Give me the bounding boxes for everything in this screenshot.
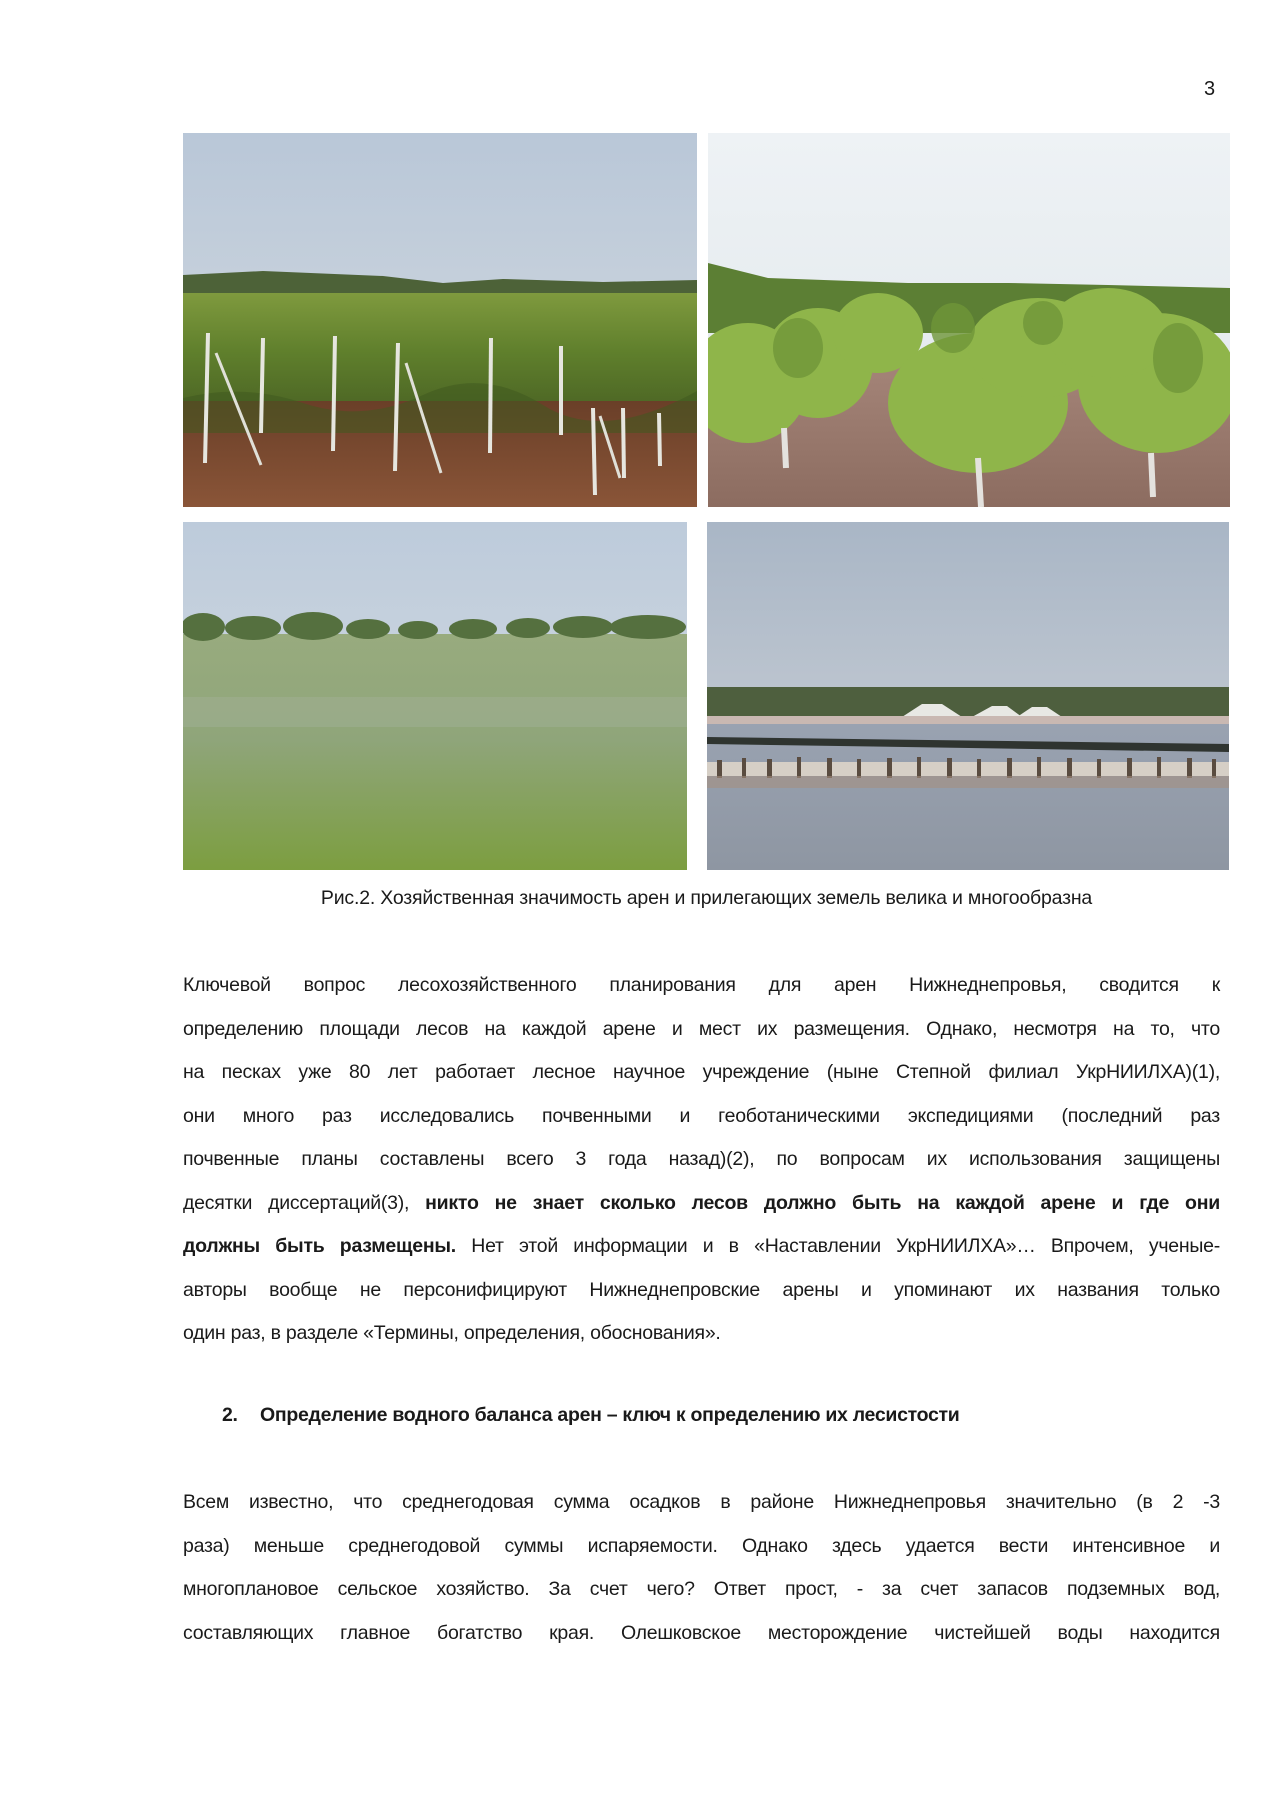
text-line: они много раз исследовались почвенными и геоботаническими экспедициями (последний раз — [183, 1104, 1220, 1127]
text-run: десятки диссертаций(3), — [183, 1191, 426, 1214]
photo-salt-lake — [707, 522, 1229, 870]
photo-grass-field — [183, 522, 687, 870]
text-line: Ключевой вопрос лесохозяйственного планирования для арен Нижнеднепровья, сводится к — [183, 974, 1220, 996]
bold-text-run: должны быть размещены. — [183, 1235, 456, 1257]
text-line: один раз, в разделе «Термины, определения, обоснования». — [183, 1322, 721, 1344]
photo-orchard — [708, 133, 1230, 507]
section-heading — [222, 1404, 959, 1427]
section-number: 2. — [222, 1404, 238, 1426]
paragraph-forest-planning — [183, 964, 1220, 1356]
text-line: авторы вообще не персонифицируют Нижнеднепровские арены и упоминают их названия только — [183, 1278, 1220, 1301]
photo-vineyard — [183, 133, 697, 507]
text-line: на песках уже 80 лет работает лесное научное учреждение (ныне Степной филиал УкрНИИЛХА)(1), — [183, 1061, 1220, 1083]
text-line: составляющих главное богатство края. Олешковское месторождение чистейшей воды находится — [183, 1621, 1220, 1644]
text-line: определению площади лесов на каждой арене и мест их размещения. Однако, несмотря на то, что — [183, 1017, 1220, 1040]
text-line: Всем известно, что среднегодовая сумма осадков в районе Нижнеднепровья значительно (в 2 -3 — [183, 1491, 1220, 1513]
text-line: многоплановое сельское хозяйство. За счет чего? Ответ прост, - за счет запасов подземных вод, — [183, 1578, 1220, 1600]
page-number: 3 — [1204, 78, 1216, 100]
figure-caption: Рис.2. Хозяйственная значимость арен и прилегающих земель велика и многообразна — [320, 887, 1093, 909]
text-line — [183, 1182, 1220, 1226]
section-title: Определение водного баланса арен – ключ к определению их лесистости — [260, 1404, 960, 1426]
text-line: раза) меньше среднегодовой суммы испаряемости. Однако здесь удается вести интенсивное и — [183, 1534, 1220, 1557]
text-line — [183, 1225, 1220, 1269]
bold-text-run: никто не знает сколько лесов должно быть на каждой арене и где они — [425, 1191, 1220, 1214]
text-line: почвенные планы составлены всего 3 года назад)(2), по вопросам их использования защищены — [183, 1148, 1220, 1170]
paragraph-water-balance — [183, 1481, 1220, 1655]
text-run: Нет этой информации и в «Наставлении УкрНИИЛХА»… Впрочем, ученые- — [455, 1235, 1220, 1257]
